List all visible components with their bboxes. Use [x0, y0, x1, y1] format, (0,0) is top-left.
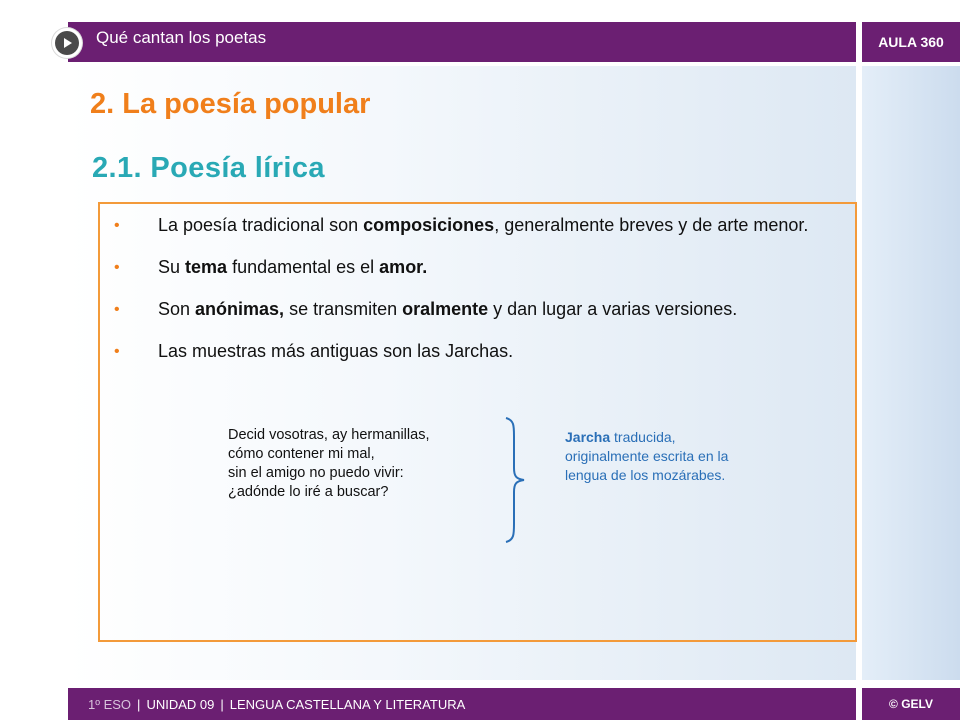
bullet-text: , generalmente breves y de arte menor. — [494, 215, 809, 235]
bullet-text: La poesía tradicional son — [158, 215, 364, 235]
footer-separator: | — [220, 696, 224, 712]
bullet-dot: • — [114, 217, 120, 234]
bullet-text: composiciones — [363, 215, 495, 235]
play-icon — [55, 31, 79, 55]
bullet-text: se transmiten — [284, 299, 403, 319]
bullet-list — [110, 212, 830, 380]
poem-line: ¿adónde lo iré a buscar? — [228, 484, 389, 500]
play-button[interactable] — [52, 28, 82, 58]
bullet-item — [110, 296, 830, 323]
bullet-text: Son — [158, 299, 196, 319]
note-text: traducida, originalmente escrita en la lengua de los mozárabes. — [565, 429, 729, 483]
footer-unit: UNIDAD 09 — [146, 696, 215, 712]
bullet-text: y dan lugar a varias versiones. — [488, 299, 738, 319]
bullet-dot: • — [114, 343, 120, 360]
copyright-label: © GELV — [862, 688, 960, 720]
left-margin — [0, 66, 62, 680]
bullet-item — [110, 212, 830, 239]
jarcha-poem — [228, 426, 498, 502]
bullet-item — [110, 254, 830, 281]
aula-badge: AULA 360 — [862, 22, 960, 62]
poem-line: sin el amigo no puedo vivir: — [228, 465, 404, 481]
footer-separator: | — [137, 696, 141, 712]
footer-course: 1º ESO — [88, 696, 132, 712]
bullet-text: amor. — [379, 257, 428, 277]
bullet-text: oralmente — [402, 299, 489, 319]
bullet-text: Las muestras más antiguas son las Jarchas. — [158, 341, 514, 361]
bullet-text: anónimas, — [195, 299, 285, 319]
bullet-text: fundamental es el — [227, 257, 380, 277]
poem-line: cómo contener mi mal, — [228, 446, 375, 462]
topic-label: Qué cantan los poetas — [96, 28, 267, 47]
poem-line: Decid vosotras, ay hermanillas, — [228, 427, 430, 443]
curly-brace-icon — [504, 416, 526, 544]
page-title: 2. La poesía popular — [90, 88, 371, 120]
bullet-dot: • — [114, 259, 120, 276]
footer-subject: LENGUA CASTELLANA Y LITERATURA — [229, 696, 466, 712]
bullet-dot: • — [114, 301, 120, 318]
section-subtitle: 2.1. Poesía lírica — [92, 152, 325, 184]
side-strip — [862, 66, 960, 680]
jarcha-note — [565, 428, 740, 485]
bullet-text: Su — [158, 257, 186, 277]
note-bold: Jarcha — [565, 429, 611, 445]
bullet-item — [110, 338, 830, 365]
footer-bar — [68, 688, 856, 720]
bullet-text: tema — [185, 257, 228, 277]
